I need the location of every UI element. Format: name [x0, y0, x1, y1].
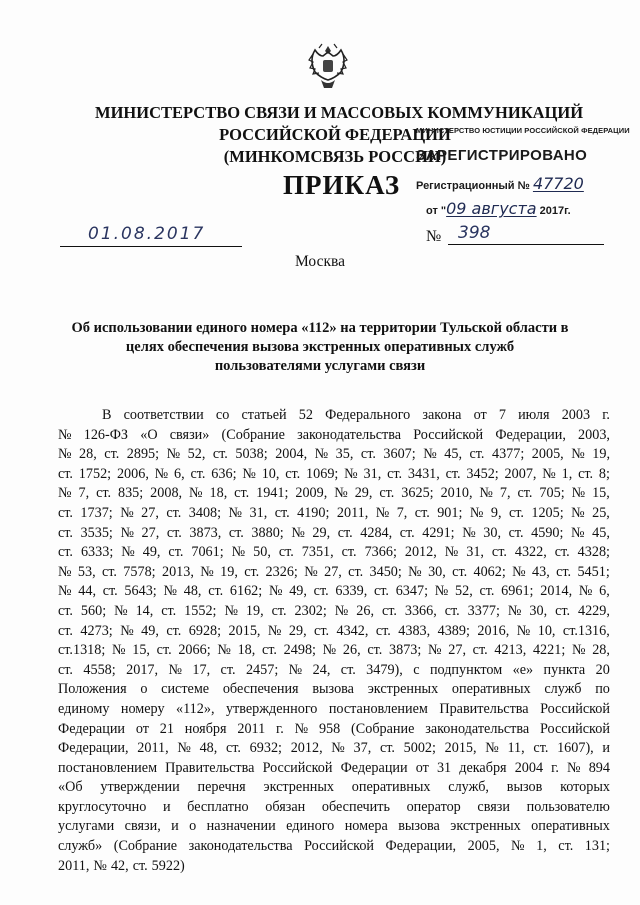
body-line: услугами связи, и о назначении единого номера вызова экстренных оперативных	[58, 818, 610, 835]
stamp-date-row	[426, 199, 616, 218]
ministry-name-line: РОССИЙСКОЙ ФЕДЕРАЦИИ	[219, 125, 451, 144]
body-line: ст. 1752; 2006, № 6, ст. 636; № 10, ст. 1069; № 31, ст. 3431, ст. 3452; 2007, № 1, ст. 8;	[58, 465, 610, 482]
body-paragraph	[58, 406, 610, 876]
body-line: ст. 560; № 14, ст. 1552; № 19, ст. 2302; № 26, ст. 3366, ст. 3377; № 30, ст. 4229,	[58, 602, 610, 619]
body-line: ст. 3535; № 27, ст. 3873, ст. 3880; № 29, ст. 4284, ст. 4291; № 30, ст. 4590; № 45,	[58, 524, 610, 541]
title-line: Об использовании единого номера «112» на территории Тульской области в	[71, 320, 569, 336]
body-line: ст. 1737; № 27, ст. 3408; № 31, ст. 4190; 2011, № 7, ст. 901; № 9, ст. 1205; № 25,	[58, 504, 610, 521]
body-line: Положения о системе обеспечения вызова экстренных оперативных служб по	[58, 681, 610, 698]
body-line: № 53, ст. 7578; 2013, № 19, ст. 2326; № 27, ст. 3450; № 30, ст. 4062; № 43, ст. 5451;	[58, 563, 610, 580]
body-line: № 44, ст. 5643; № 48, ст. 6162; № 49, ст. 6339, ст. 6347; № 52, ст. 6961; 2014, № 6,	[58, 583, 610, 600]
order-title	[68, 319, 572, 376]
city: Москва	[295, 253, 345, 270]
stamp-date-prefix: от "	[426, 205, 447, 217]
ministry-abbrev-line: (МИНКОМСВЯЗЬ РОССИИ)	[223, 147, 447, 166]
stamp-reg-date: 09 августа	[446, 199, 537, 218]
stamp-reg-row	[416, 174, 616, 193]
body-line: № 7, ст. 835; 2008, № 18, ст. 1941; 2009, № 29, ст. 3625; 2010, № 7, ст. 705; № 15,	[58, 485, 610, 502]
number-underline	[448, 244, 604, 245]
body-line: круглосуточно и бесплатно обязан обеспечить оператор связи пользователю	[58, 798, 610, 815]
stamp-reg-label: Регистрационный №	[416, 180, 530, 192]
body-line: Федерации от 21 ноября 2011 г. № 958 (Собрание законодательства Российской	[58, 720, 610, 737]
body-line: единому номеру «112», утвержденного постановлением Правительства Российской	[58, 700, 610, 717]
body-line: ст. 4558; 2017, № 17, ст. 2457; № 24, ст. 3479), с подпунктом «е» пункта 20	[58, 661, 610, 678]
order-date: 01.08.2017	[88, 224, 206, 244]
body-line: постановлением Правительства Российской Федерации от 31 декабря 2004 г. № 894	[58, 759, 610, 776]
coat-of-arms-icon	[305, 40, 351, 92]
stamp-org: МИНИСТЕРСТВО ЮСТИЦИИ РОССИЙСКОЙ ФЕДЕРАЦИИ	[416, 126, 630, 135]
stamp-reg-number: 47720	[532, 174, 584, 193]
order-number: 398	[458, 223, 491, 243]
title-line: целях обеспечения вызова экстренных оперативных служб	[125, 339, 515, 355]
order-number-label: №	[426, 228, 442, 245]
date-underline	[60, 246, 242, 247]
body-line: № 126-ФЗ «О связи» (Собрание законодательства Российской Федерации, 2003,	[58, 426, 610, 443]
body-line: ст.1318; № 15, ст. 2066; № 18, ст. 2498; № 26, ст. 3873; № 27, ст. 4213, 4221; № 28,	[58, 642, 610, 659]
body-line: В соответствии со статьей 52 Федерального закона от 7 июля 2003 г.	[102, 407, 610, 423]
body-line: ст. 6333; № 49, ст. 7061; № 50, ст. 7351, ст. 7366; 2012, № 31, ст. 4322, ст. 4328;	[58, 544, 610, 561]
body-line: «Об утверждении перечня экстренных оперативных служб, вызов которых	[58, 779, 610, 796]
stamp-registered: ЗАРЕГИСТРИРОВАНО	[416, 147, 588, 164]
document-type: ПРИКАЗ	[283, 170, 401, 200]
body-line: Федерации, 2011, № 48, ст. 6932; 2012, № 37, ст. 5002; 2015, № 11, ст. 1607), и	[58, 740, 610, 757]
body-line: ст. 4273; № 49, ст. 6928; 2015, № 29, ст. 4342, ст. 4383, 4389; 2016, № 10, ст.1316,	[58, 622, 610, 639]
stamp-year: 2017г.	[539, 205, 571, 217]
ministry-name-line: МИНИСТЕРСТВО СВЯЗИ И МАССОВЫХ КОММУНИКАЦИЙ	[95, 103, 584, 122]
body-line: служб» (Собрание законодательства Российской Федерации, 2005, № 1, ст. 131;	[58, 838, 610, 855]
body-line: № 28, ст. 2895; № 52, ст. 5038; 2004, № 35, ст. 3607; № 45, ст. 4377; 2005, № 19,	[58, 446, 610, 463]
title-line: пользователями услугами связи	[214, 358, 426, 374]
body-line: 2011, № 42, ст. 5922)	[58, 857, 185, 874]
registration-stamp	[416, 126, 630, 218]
